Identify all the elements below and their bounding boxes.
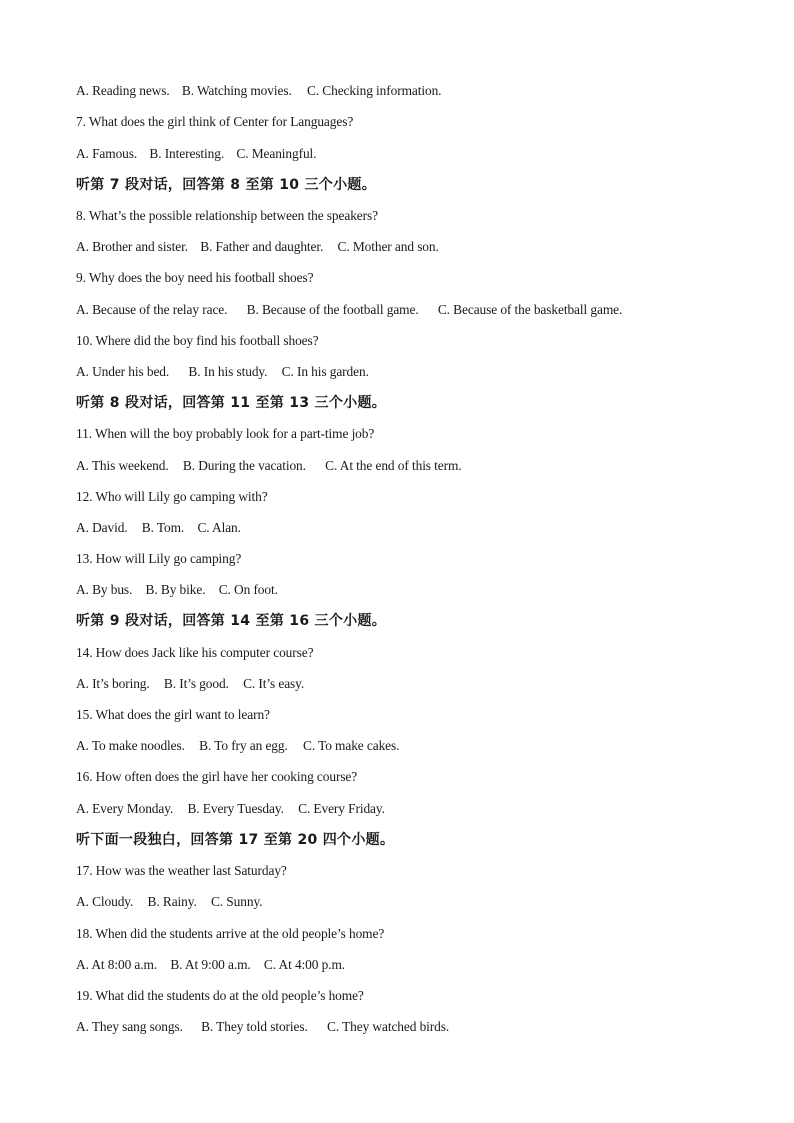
- option-c: C. At the end of this term.: [325, 458, 462, 473]
- answer-options: [76, 893, 262, 911]
- option-b: B. During the vacation.: [182, 458, 306, 473]
- option-a: A. Because of the relay race.: [76, 302, 228, 317]
- answer-options: [76, 238, 439, 256]
- answer-options: [76, 82, 441, 100]
- answer-options: [76, 363, 369, 381]
- question-19: 19. What did the students do at the old people’s home?: [76, 988, 364, 1003]
- option-c: C. They watched birds.: [326, 1019, 450, 1034]
- option-b: B. To fry an egg.: [199, 738, 288, 753]
- question-11: 11. When will the boy probably look for a part-time job?: [76, 426, 375, 441]
- section-heading: 听第 7 段对话，回答第 8 至第 10 三个小题。: [76, 177, 377, 193]
- option-c: C. Every Friday.: [298, 801, 385, 816]
- option-c: C. Checking information.: [306, 83, 442, 98]
- answer-options: [76, 581, 278, 599]
- answer-options: [76, 457, 462, 475]
- question-15: 15. What does the girl want to learn?: [76, 707, 270, 722]
- option-a: A. This weekend.: [76, 458, 169, 473]
- answer-options: [76, 800, 385, 818]
- option-b: B. Watching movies.: [181, 83, 292, 98]
- option-a: A. They sang songs.: [76, 1019, 183, 1034]
- option-c: C. Meaningful.: [236, 146, 317, 161]
- option-c: C. To make cakes.: [302, 738, 400, 753]
- question-16: 16. How often does the girl have her cooking course?: [76, 769, 358, 784]
- option-a: A. Cloudy.: [76, 894, 134, 909]
- section-heading: 听第 9 段对话，回答第 14 至第 16 三个小题。: [76, 613, 387, 629]
- option-a: A. It’s boring.: [76, 676, 150, 691]
- option-a: A. Famous.: [76, 146, 138, 161]
- option-b: B. They told stories.: [201, 1019, 308, 1034]
- option-a: A. Brother and sister.: [76, 239, 188, 254]
- option-c: C. Because of the basketball game.: [437, 302, 623, 317]
- option-a: A. Under his bed.: [76, 364, 170, 379]
- option-c: C. At 4:00 p.m.: [263, 957, 346, 972]
- option-a: A. By bus.: [76, 582, 133, 597]
- option-b: B. At 9:00 a.m.: [170, 957, 251, 972]
- question-17: 17. How was the weather last Saturday?: [76, 863, 287, 878]
- answer-options: [76, 675, 304, 693]
- option-b: B. Tom.: [141, 520, 185, 535]
- answer-options: [76, 737, 399, 755]
- question-8: 8. What’s the possible relationship between the speakers?: [76, 208, 378, 223]
- option-b: B. Father and daughter.: [200, 239, 324, 254]
- option-c: C. Sunny.: [210, 894, 263, 909]
- option-b: B. It’s good.: [163, 676, 229, 691]
- answer-options: [76, 956, 345, 974]
- section-heading: 听第 8 段对话，回答第 11 至第 13 三个小题。: [76, 395, 387, 411]
- answer-options: [76, 1018, 449, 1036]
- answer-options: [76, 519, 241, 537]
- question-9: 9. Why does the boy need his football shoes?: [76, 270, 314, 285]
- option-c: C. In his garden.: [281, 364, 369, 379]
- question-14: 14. How does Jack like his computer course?: [76, 645, 314, 660]
- option-b: B. Rainy.: [147, 894, 197, 909]
- option-b: B. Because of the football game.: [246, 302, 419, 317]
- option-c: C. It’s easy.: [243, 676, 305, 691]
- section-heading: 听下面一段独白，回答第 17 至第 20 四个小题。: [76, 832, 395, 848]
- option-b: B. By bike.: [145, 582, 206, 597]
- question-10: 10. Where did the boy find his football shoes?: [76, 333, 319, 348]
- answer-options: [76, 145, 316, 163]
- option-a: A. Every Monday.: [76, 801, 174, 816]
- option-c: C. Mother and son.: [337, 239, 439, 254]
- option-a: A. At 8:00 a.m.: [76, 957, 158, 972]
- option-a: A. Reading news.: [76, 83, 170, 98]
- option-b: B. In his study.: [188, 364, 268, 379]
- question-7: 7. What does the girl think of Center for Languages?: [76, 114, 354, 129]
- question-13: 13. How will Lily go camping?: [76, 551, 242, 566]
- option-a: A. David.: [76, 520, 128, 535]
- question-18: 18. When did the students arrive at the old people’s home?: [76, 926, 385, 941]
- option-a: A. To make noodles.: [76, 738, 185, 753]
- answer-options: [76, 301, 622, 319]
- option-c: C. Alan.: [197, 520, 241, 535]
- option-b: B. Interesting.: [149, 146, 225, 161]
- option-c: C. On foot.: [218, 582, 278, 597]
- question-12: 12. Who will Lily go camping with?: [76, 489, 268, 504]
- option-b: B. Every Tuesday.: [187, 801, 284, 816]
